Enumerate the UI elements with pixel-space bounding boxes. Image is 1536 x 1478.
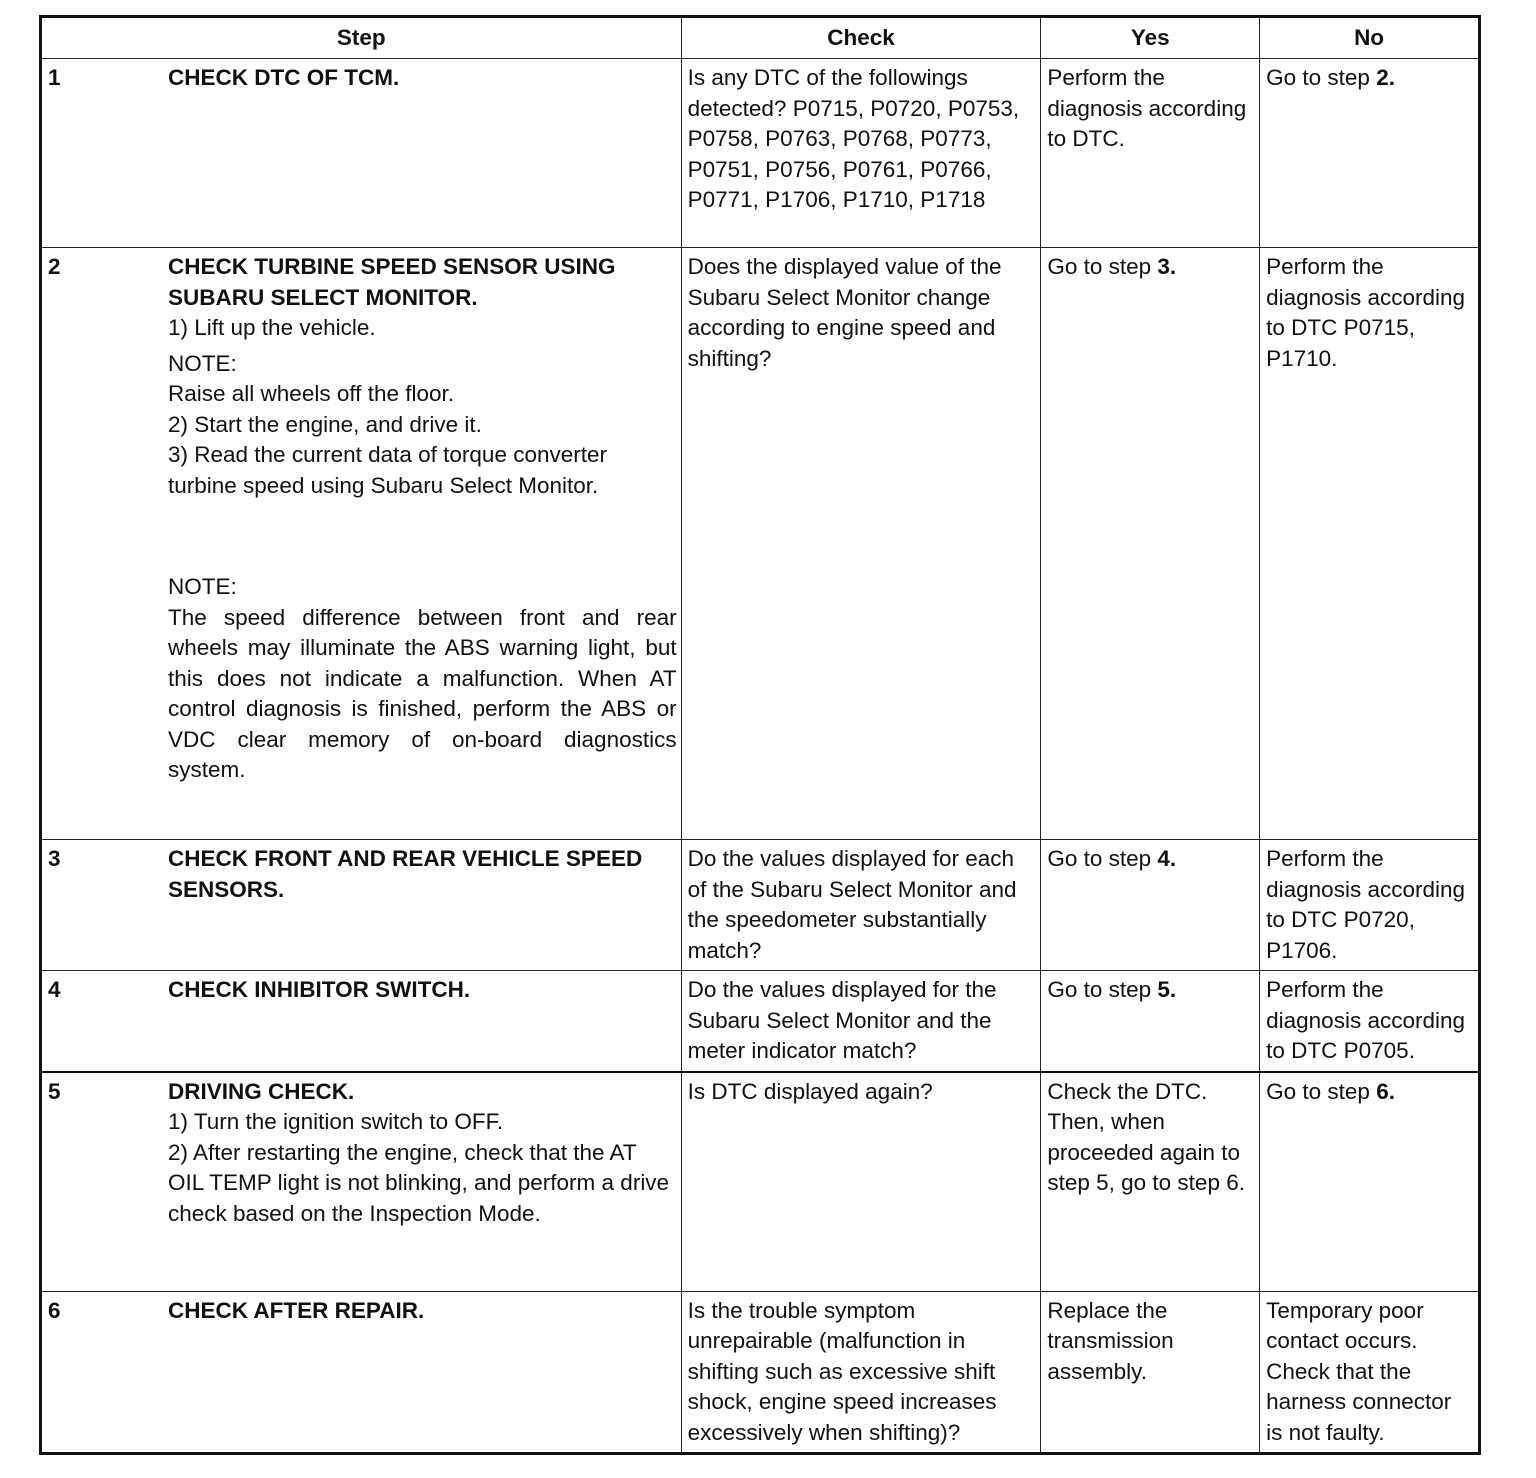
yes-cell: Perform the diagnosis according to DTC.: [1041, 59, 1260, 248]
note-label: NOTE:: [168, 574, 237, 599]
check-cell: Is the trouble symptom unrepairable (malfunction in shifting such as excessive shift shock, engine speed increases excessively when shifting)?: [681, 1291, 1041, 1454]
table-row: [41, 59, 1480, 248]
step-title: CHECK DTC OF TCM.: [168, 65, 400, 90]
table-row: [41, 971, 1480, 1072]
step-cell: [152, 248, 681, 840]
check-cell: Does the displayed value of the Subaru Select Monitor change according to engine speed and shifting?: [681, 248, 1041, 840]
step-cell: [152, 1072, 681, 1292]
header-step: Step: [41, 17, 682, 59]
yes-suffix: .: [1169, 254, 1177, 279]
yes-cell: [1041, 840, 1260, 971]
yes-cell: [1041, 971, 1260, 1072]
step-number: 4: [41, 971, 153, 1072]
no-cell: [1260, 1072, 1480, 1292]
header-check: Check: [681, 17, 1041, 59]
no-step-ref: 6: [1376, 1078, 1389, 1104]
yes-suffix: .: [1169, 977, 1177, 1002]
yes-suffix: .: [1169, 846, 1177, 871]
step-instruction: 1) Lift up the vehicle.: [168, 315, 376, 340]
yes-text: Go to step: [1047, 977, 1158, 1002]
check-cell: Is DTC displayed again?: [681, 1072, 1041, 1292]
step-number: 3: [41, 840, 153, 971]
note-label: NOTE:: [168, 350, 237, 376]
step-instruction: 2) After restarting the engine, check that the AT OIL TEMP light is not blinking, and perform a drive check based on the Inspection Mode.: [168, 1139, 670, 1226]
step-instruction: 3) Read the current data of torque converter turbine speed using Subaru Select Monitor.: [168, 442, 608, 498]
note-text: Raise all wheels off the floor.: [168, 381, 454, 406]
step-number: 1: [41, 59, 153, 248]
step-cell: [152, 971, 681, 1072]
check-cell: Do the values displayed for each of the Subaru Select Monitor and the speedometer substantially match?: [681, 840, 1041, 971]
table-row: [41, 248, 1480, 840]
check-cell: Is any DTC of the followings detected? P0715, P0720, P0753, P0758, P0763, P0768, P0773, P0751, P0756, P0761, P0766, P0771, P1706, P1710, P1718: [681, 59, 1041, 248]
step-number: 5: [41, 1072, 153, 1292]
no-cell: Perform the diagnosis according to DTC P0715, P1710.: [1260, 248, 1480, 840]
step-instruction: 1) Turn the ignition switch to OFF.: [168, 1109, 504, 1134]
check-cell: Do the values displayed for the Subaru Select Monitor and the meter indicator match?: [681, 971, 1041, 1072]
step-number: 2: [41, 248, 153, 840]
no-cell: [1260, 59, 1480, 248]
table-row: [41, 1291, 1480, 1454]
no-text: Go to step: [1266, 65, 1377, 90]
step-title: CHECK FRONT AND REAR VEHICLE SPEED SENSORS.: [168, 846, 643, 902]
yes-cell: [1041, 248, 1260, 840]
header-no: No: [1260, 17, 1480, 59]
no-cell: Perform the diagnosis according to DTC P0705.: [1260, 971, 1480, 1072]
yes-step-ref: 5: [1157, 977, 1170, 1002]
no-step-ref: 2: [1376, 65, 1389, 90]
step-title: CHECK INHIBITOR SWITCH.: [168, 977, 471, 1002]
step-number: 6: [41, 1291, 153, 1454]
step-title: CHECK AFTER REPAIR.: [168, 1297, 425, 1323]
header-row: [41, 17, 1480, 59]
no-suffix: .: [1388, 65, 1395, 90]
step-cell: [152, 1291, 681, 1454]
yes-step-ref: 3: [1157, 254, 1170, 279]
step-title: CHECK TURBINE SPEED SENSOR USING SUBARU SELECT MONITOR.: [168, 254, 616, 310]
table-row: [41, 840, 1480, 971]
no-cell: Perform the diagnosis according to DTC P0720, P1706.: [1260, 840, 1480, 971]
no-suffix: .: [1388, 1078, 1395, 1104]
spacer: [168, 501, 677, 567]
step-title: DRIVING CHECK.: [168, 1078, 355, 1104]
yes-text: Go to step: [1047, 254, 1158, 279]
yes-cell: Check the DTC. Then, when proceeded again to step 5, go to step 6.: [1041, 1072, 1260, 1292]
no-text: Go to step: [1266, 1078, 1377, 1104]
header-yes: Yes: [1041, 17, 1260, 59]
yes-text: Go to step: [1047, 846, 1158, 871]
yes-step-ref: 4: [1157, 846, 1170, 871]
no-cell: Temporary poor contact occurs. Check that the harness connector is not faulty.: [1260, 1291, 1480, 1454]
diagnostic-table: [39, 15, 1481, 1455]
yes-cell: Replace the transmission assembly.: [1041, 1291, 1260, 1454]
step-cell: [152, 59, 681, 248]
table-row: [41, 1072, 1480, 1292]
note-text: The speed difference between front and rear wheels may illuminate the ABS warning light, but this does not indicate a malfunction. When AT control diagnosis is finished, perform the ABS or VDC clear memory of on-board diagnostics system.: [168, 604, 677, 782]
step-cell: [152, 840, 681, 971]
step-instruction: 2) Start the engine, and drive it.: [168, 411, 482, 437]
